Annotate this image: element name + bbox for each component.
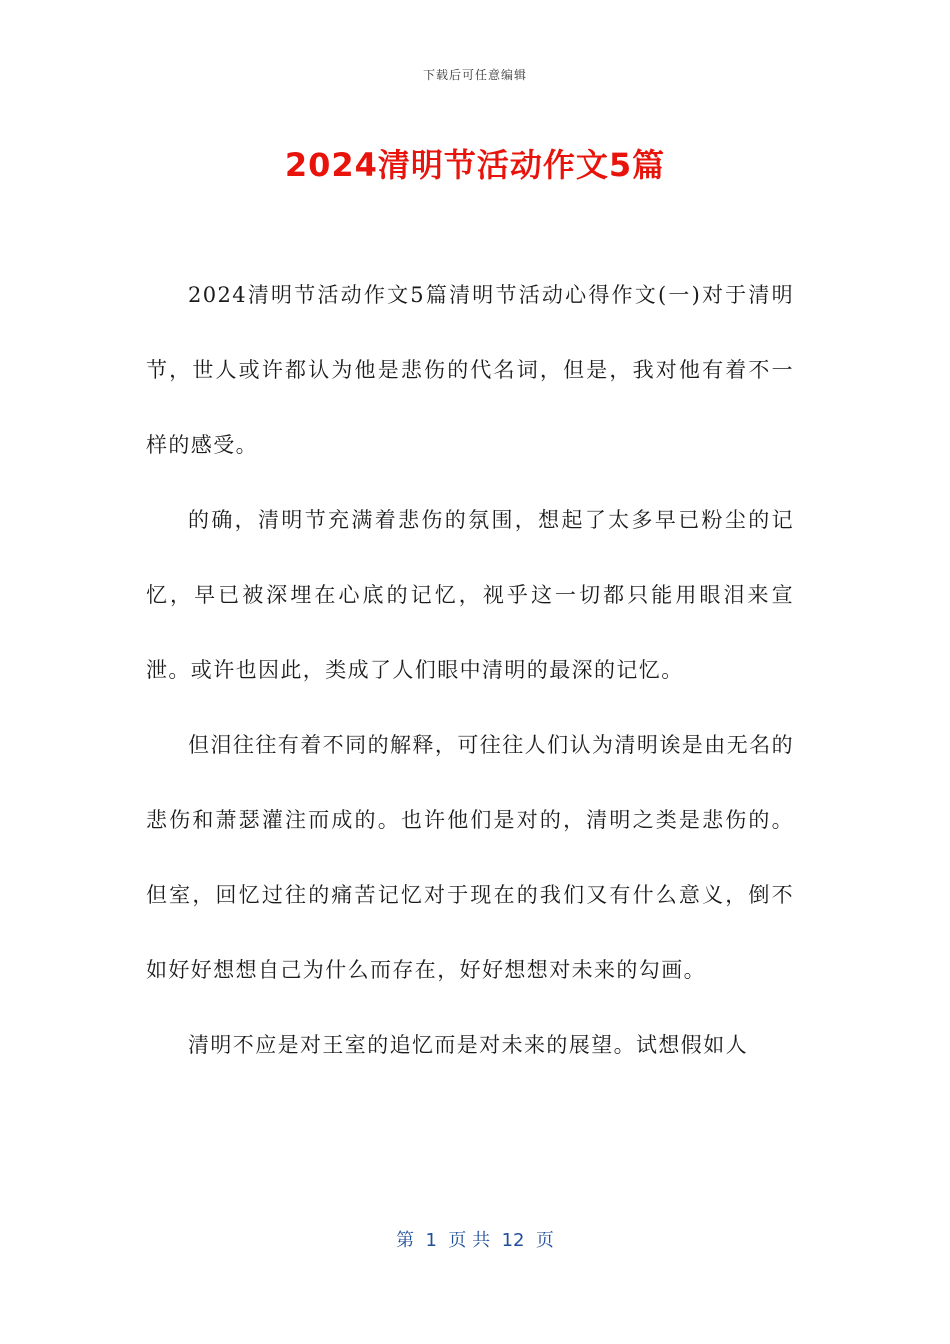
document-body [146, 258, 794, 1083]
paragraph-2: 的确，清明节充满着悲伤的氛围，想起了太多早已粉尘的记忆，早已被深埋在心底的记忆，视乎这一切都只能用眼泪来宣泄。或许也因此，类成了人们眼中清明的最深的记忆。 [146, 508, 794, 682]
header-note: 下载后可任意编辑 [422, 68, 527, 82]
page-number-footer: 第 1 页 共 12 页 [396, 1230, 554, 1251]
paragraph-1: 2024清明节活动作文5篇清明节活动心得作文(一)对于清明节，世人或许都认为他是悲伤的代名词，但是，我对他有着不一样的感受。 [146, 283, 794, 457]
paragraph-3: 但泪往往有着不同的解释，可往往人们认为清明诶是由无名的悲伤和萧瑟灌注而成的。也许他们是对的，清明之类是悲伤的。但室，回忆过往的痛苦记忆对于现在的我们又有什么意义，倒不如好好想想自己为什么而存在，好好想想对未来的勾画。 [146, 733, 794, 982]
paragraph-4: 清明不应是对王室的追忆而是对未来的展望。试想假如人 [188, 1033, 748, 1057]
document-title: 2024清明节活动作文5篇 [284, 146, 666, 184]
